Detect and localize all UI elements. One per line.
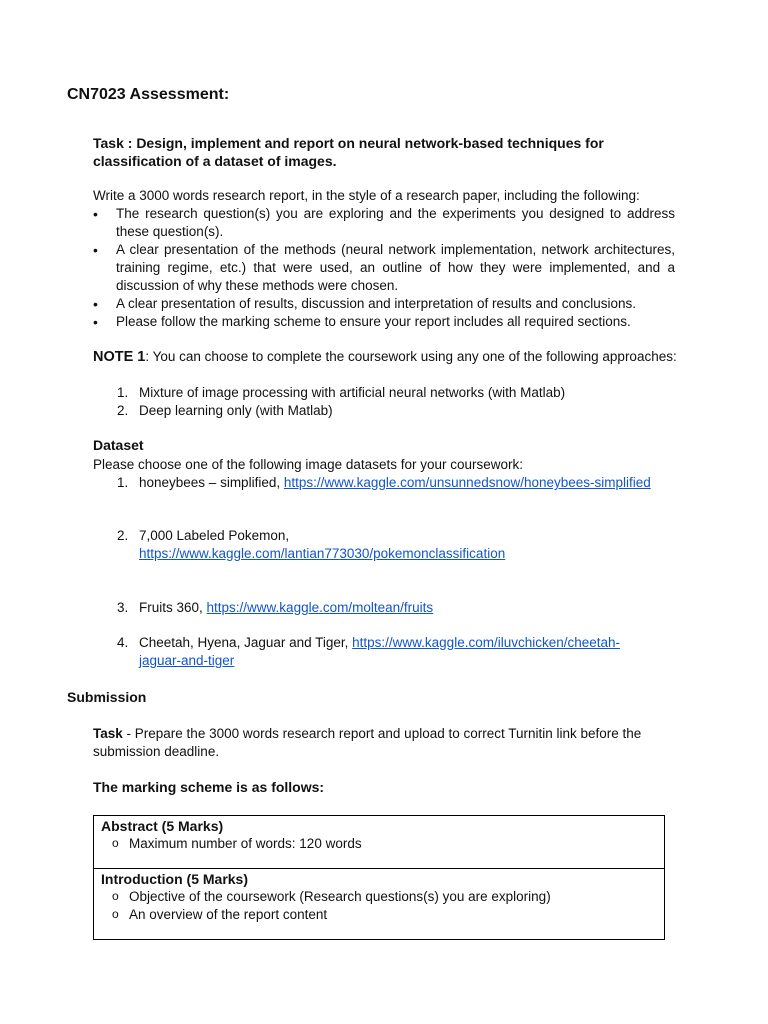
dataset-name: honeybees – simplified,: [139, 475, 284, 490]
dataset-item: [117, 474, 662, 492]
submission-heading: Submission: [67, 689, 147, 705]
approach-text: Deep learning only (with Matlab): [139, 403, 333, 418]
dataset-heading: Dataset: [93, 437, 144, 453]
dataset-link[interactable]: https://www.kaggle.com/unsunnedsnow/honeybees-simplified: [283, 475, 651, 490]
submission-task-text: - Prepare the 3000 words research report and upload to correct Turnitin link before the submission deadline.: [93, 726, 642, 759]
list-item: • A clear presentation of results, discussion and interpretation of results and conclusions.: [93, 295, 675, 313]
approach-text: Mixture of image processing with artificial neural networks (with Matlab): [139, 385, 566, 400]
dataset-item: [117, 599, 662, 617]
list-item: • Please follow the marking scheme to ensure your report includes all required sections.: [93, 313, 675, 331]
list-number: 2.: [117, 403, 129, 418]
note-label: NOTE 1: [93, 349, 146, 365]
list-number: 2.: [117, 528, 129, 543]
page-title: CN7023 Assessment:: [67, 86, 230, 103]
note-text: : You can choose to complete the coursework using any one of the following approaches:: [145, 349, 677, 364]
marking-scheme-table: [93, 815, 665, 940]
requirements-list: [93, 205, 675, 331]
dataset-item: [117, 527, 662, 563]
section-item: o Maximum number of words: 120 words: [101, 835, 657, 853]
list-number: 1.: [117, 475, 129, 490]
list-number: 1.: [117, 385, 129, 400]
dataset-item: [117, 634, 662, 670]
table-row: [94, 816, 665, 869]
marking-section-introduction: [94, 869, 665, 940]
approaches-list: [117, 384, 565, 420]
list-item: [117, 402, 565, 420]
list-number: 3.: [117, 600, 129, 615]
dataset-link[interactable]: https://www.kaggle.com/iluvchicken/cheetah-jaguar-and-tiger: [139, 635, 621, 668]
marking-scheme-heading: The marking scheme is as follows:: [93, 779, 325, 795]
dataset-intro: Please choose one of the following image datasets for your coursework:: [93, 457, 523, 472]
table-row: [94, 869, 665, 940]
list-number: 4.: [117, 635, 129, 650]
submission-task-label: Task: [93, 726, 123, 741]
task-heading: Task : Design, implement and report on neural network-based techniques for classification of a dataset of images.: [93, 135, 604, 169]
section-item: o An overview of the report content: [101, 906, 657, 924]
dataset-name: 7,000 Labeled Pokemon,: [139, 528, 290, 543]
list-item: • A clear presentation of the methods (neural network implementation, network architectures, training regime, etc.) that were used, an outline of how they were implemented, and a discussion of why these methods were chosen.: [93, 241, 675, 295]
marking-section-abstract: [94, 816, 665, 869]
section-title: Introduction (5 Marks): [101, 871, 249, 887]
dataset-name: Cheetah, Hyena, Jaguar and Tiger,: [139, 635, 353, 650]
dataset-name: Fruits 360,: [139, 600, 207, 615]
dataset-link[interactable]: https://www.kaggle.com/lantian773030/pokemonclassification: [139, 546, 506, 561]
report-intro: Write a 3000 words research report, in the style of a research paper, including the following:: [93, 188, 640, 203]
section-title: Abstract (5 Marks): [101, 818, 224, 834]
list-item: [117, 384, 565, 402]
note-paragraph: [93, 348, 678, 366]
dataset-link[interactable]: https://www.kaggle.com/moltean/fruits: [206, 600, 434, 615]
submission-task: [93, 725, 678, 761]
list-item: • The research question(s) you are exploring and the experiments you designed to address these question(s).: [93, 205, 675, 241]
section-item: o Objective of the coursework (Research questions(s) you are exploring): [101, 888, 657, 906]
